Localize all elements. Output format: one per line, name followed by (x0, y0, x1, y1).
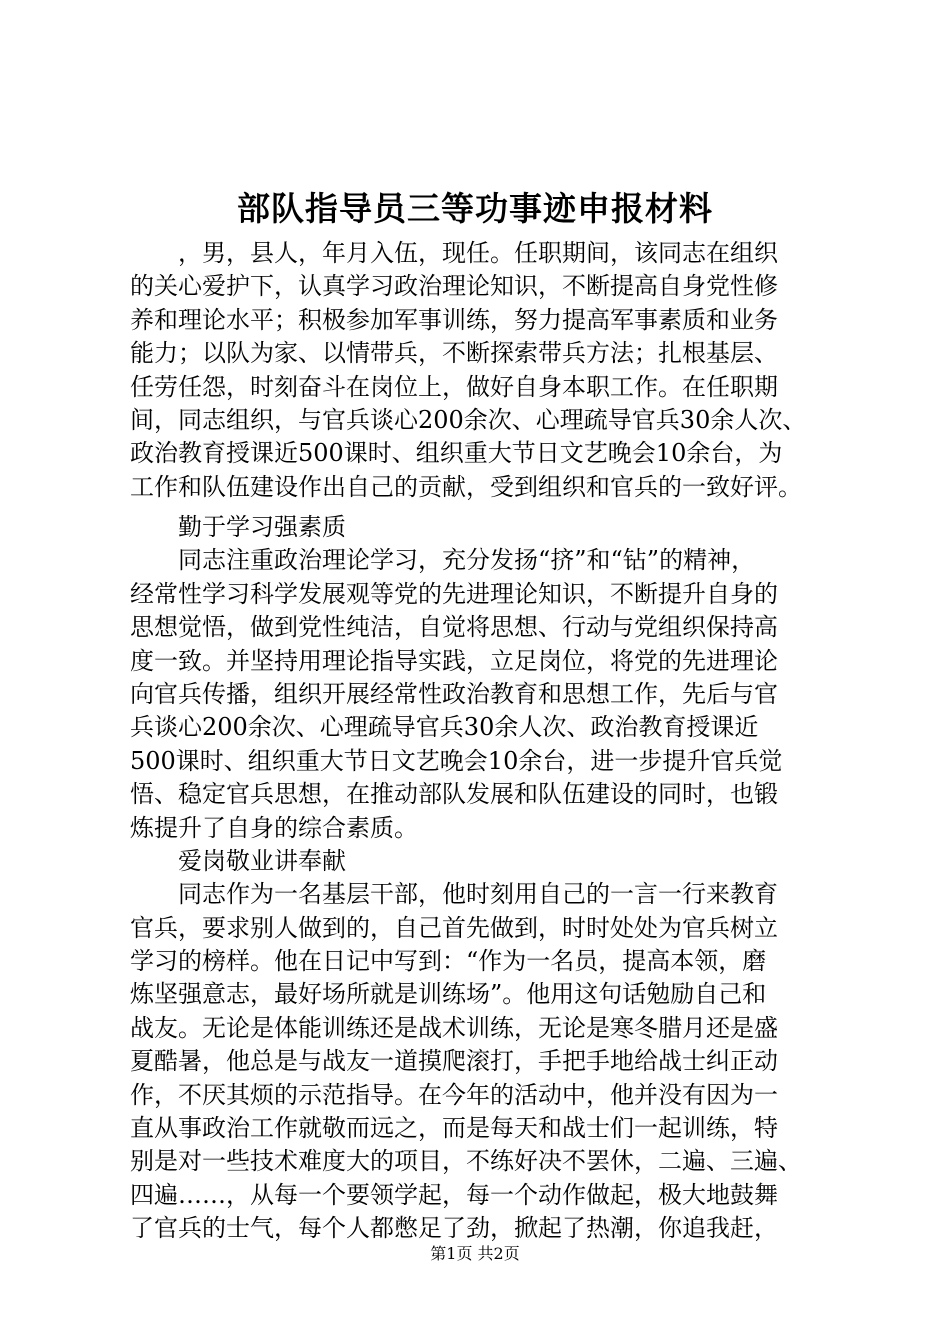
text-line: 思想觉悟，做到党性纯洁，自觉将思想、行动与党组织保持高 (130, 613, 778, 642)
text-line: 夏酷暑，他总是与战友一道摸爬滚打，手把手地给战士纠正动 (130, 1047, 778, 1076)
text-line: 别是对一些技术难度大的项目，不练好决不罢休，二遍、三遍、 (130, 1147, 802, 1176)
text-line: ，男，县人，年月入伍，现任。任职期间，该同志在组织 (178, 239, 778, 267)
document-title: 部队指导员三等功事迹申报材料 (237, 189, 713, 228)
text-line: 战友。无论是体能训练还是战术训练，无论是寒冬腊月还是盛 (130, 1013, 778, 1042)
text-line: 任劳任怨，时刻奋斗在岗位上，做好自身本职工作。在任职期 (130, 372, 778, 401)
text-line: 悟、稳定官兵思想，在推动部队发展和队伍建设的同时，也锻 (130, 780, 778, 809)
text-line: 工作和队伍建设作出自己的贡献，受到组织和官兵的一致好评。 (130, 472, 802, 501)
text-line: 能力；以队为家、以情带兵，不断探索带兵方法；扎根基层、 (130, 339, 778, 368)
text-line: 炼提升了自身的综合素质。 (130, 813, 418, 842)
text-line: 炼坚强意志，最好场所就是训练场”。他用这句话勉励自己和 (130, 980, 767, 1009)
text-line: 500课时、组织重大节日文艺晚会10余台，进一步提升官兵觉 (130, 746, 783, 775)
text-line: 学习的榜样。他在日记中写到：“作为一名员，提高本领，磨 (130, 947, 767, 976)
text-line: 政治教育授课近500课时、组织重大节日文艺晚会10余台，为 (130, 439, 783, 468)
text-line: 向官兵传播，组织开展经常性政治教育和思想工作，先后与官 (130, 679, 778, 708)
text-line: 作，不厌其烦的示范指导。在今年的活动中，他并没有因为一 (130, 1080, 778, 1109)
section-heading: 勤于学习强素质 (178, 513, 346, 541)
text-line: 经常性学习科学发展观等党的先进理论知识，不断提升自身的 (130, 579, 778, 608)
text-line: 四遍……，从每一个要领学起，每一个动作做起，极大地鼓舞 (130, 1180, 778, 1209)
text-line: 官兵，要求别人做到的，自己首先做到，时时处处为官兵树立 (130, 913, 778, 942)
text-line: 同志作为一名基层干部，他时刻用自己的一言一行来教育 (178, 880, 778, 909)
section-heading: 爱岗敬业讲奉献 (178, 846, 346, 875)
page-footer: 第1页 共2页 (430, 1244, 520, 1263)
text-line: 养和理论水平；积极参加军事训练，努力提高军事素质和业务 (130, 305, 778, 334)
text-line: 了官兵的士气，每个人都憋足了劲，掀起了热潮，你追我赶， (130, 1214, 778, 1243)
text-line: 兵谈心200余次、心理疏导官兵30余人次、政治教育授课近 (130, 713, 759, 742)
intro-paragraph (130, 237, 850, 504)
text-line: 的关心爱护下，认真学习政治理论知识，不断提高自身党性修 (130, 272, 778, 301)
text-line: 直从事政治工作就敬而远之，而是每天和战士们一起训练，特 (130, 1114, 778, 1143)
text-line: 度一致。并坚持用理论指导实践，立足岗位，将党的先进理论 (130, 646, 778, 675)
text-line: 同志注重政治理论学习，充分发扬“挤”和“钻”的精神， (178, 546, 756, 575)
text-line: 间，同志组织，与官兵谈心200余次、心理疏导官兵30余人次、 (130, 405, 807, 434)
sections-body (130, 511, 850, 1246)
